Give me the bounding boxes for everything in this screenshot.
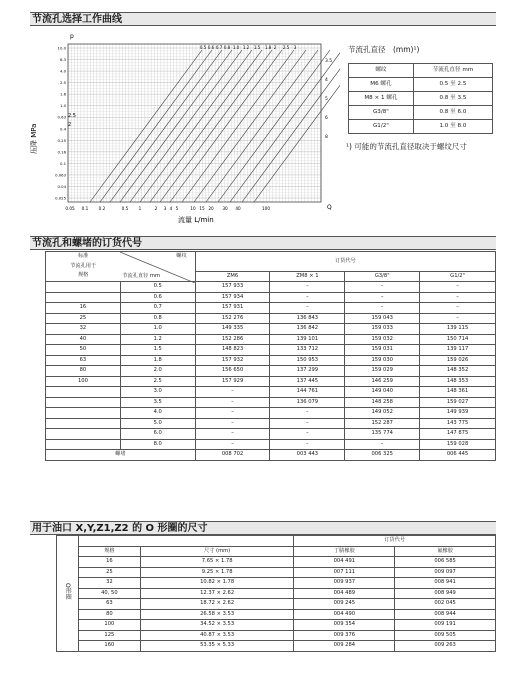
table-row — [46, 313, 496, 324]
corner-for-orifice: 节流孔用于 — [46, 262, 121, 272]
section-title-curves: 节流孔选择工作曲线 — [30, 12, 496, 26]
y-axis-label: 压降 MPa — [30, 123, 38, 154]
header-blank — [78, 536, 294, 547]
top-curve-label: 3 — [293, 45, 297, 50]
fkm-code-cell: 002 045 — [395, 599, 496, 610]
g38-cell: 152 287 — [345, 418, 420, 429]
x-tick-label: 3 — [163, 206, 167, 211]
curve-mark-2: 2 — [68, 122, 72, 128]
top-curve-label: 0.5 — [199, 45, 207, 50]
nbr-code-cell: 004 491 — [294, 557, 395, 568]
orifice-table-heading: 节流孔直径 (mm)¹) — [348, 45, 420, 54]
size-cell: 40.87 × 3.53 — [140, 630, 294, 641]
table-row — [46, 282, 496, 293]
header-orifice-dia: 节流孔直径 mm — [413, 64, 492, 78]
g38-cell: 159 030 — [345, 355, 420, 366]
top-curve-label: 0.7 — [215, 45, 223, 50]
top-curve-label: 2 — [273, 45, 277, 50]
top-curve-labels — [200, 45, 297, 50]
order-code-header: 订货代号 — [294, 536, 496, 547]
plug-zm6: 008 702 — [195, 450, 270, 461]
y-tick-label: 0.025 — [55, 195, 66, 201]
y-tick-label: 0.063 — [55, 172, 66, 178]
y-tick-label: 0.4 — [59, 126, 66, 132]
g12-cell: – — [420, 292, 496, 303]
zm8-cell: 139 101 — [270, 334, 345, 345]
y-tick-label: 2.5 — [59, 80, 66, 86]
table-row — [46, 408, 496, 419]
spec-cell: 25 — [78, 567, 140, 578]
thread-cell: G1/2" — [349, 120, 414, 134]
x-tick-label: 4 — [169, 206, 173, 211]
spec-cell — [46, 282, 121, 293]
right-curve-label: 8 — [325, 135, 328, 140]
spec-cell: 16 — [78, 557, 140, 568]
spec-cell: 40 — [46, 334, 121, 345]
spec-cell: 63 — [78, 599, 140, 610]
zm8-cell: 150 953 — [270, 355, 345, 366]
zm8-cell: 144 761 — [270, 387, 345, 398]
y-tick-label: 0.63 — [57, 114, 66, 120]
orifice-dia-cell: 6.0 — [120, 429, 195, 440]
size-cell: 18.72 × 2.62 — [140, 599, 294, 610]
order-code-header: 订货代号 — [195, 252, 495, 272]
y-tick-label: 6.3 — [59, 57, 66, 63]
y-tick-label: 10.0 — [57, 45, 66, 51]
header-fkm: 氟橡胶 — [395, 546, 496, 557]
orifice-dia-cell: 1.2 — [120, 334, 195, 345]
table-row — [46, 397, 496, 408]
zm6-cell: 157 933 — [195, 282, 270, 293]
table-row — [349, 120, 493, 134]
g38-cell: 159 029 — [345, 366, 420, 377]
orifice-dia-cell: 1.8 — [120, 355, 195, 366]
table-header-row — [349, 64, 493, 78]
nbr-code-cell: 009 284 — [294, 641, 395, 652]
g38-cell: 159 031 — [345, 345, 420, 356]
diameter-range-cell: 0.8 至 3.5 — [413, 92, 492, 106]
chart-grid-horizontal — [68, 48, 321, 198]
g12-cell: 148 361 — [420, 387, 496, 398]
nbr-code-cell: 009 937 — [294, 578, 395, 589]
orifice-diameter-table — [348, 63, 493, 134]
size-cell: 12.37 × 2.62 — [140, 588, 294, 599]
orifice-dia-cell: 2.0 — [120, 366, 195, 377]
g12-cell: 143 775 — [420, 418, 496, 429]
spec-cell: 40, 50 — [78, 588, 140, 599]
x-tick-label: 100 — [262, 206, 270, 211]
fkm-code-cell: 009 191 — [395, 620, 496, 631]
table-row — [57, 588, 496, 599]
zm6-cell: 149 335 — [195, 324, 270, 335]
zm8-cell: 137 299 — [270, 366, 345, 377]
spec-cell: 63 — [46, 355, 121, 366]
table-row — [46, 355, 496, 366]
table-row — [349, 78, 493, 92]
orifice-dia-cell: 0.8 — [120, 313, 195, 324]
header-thread: 螺纹 — [349, 64, 414, 78]
thread-cell: M6 螺孔 — [349, 78, 414, 92]
spec-cell — [46, 292, 121, 303]
top-curve-label: 1.0 — [232, 45, 240, 50]
table-row — [46, 387, 496, 398]
orifice-characteristic-chart — [30, 26, 340, 226]
zm6-cell: 157 931 — [195, 303, 270, 314]
table-row — [46, 334, 496, 345]
orifice-dia-cell: 1.5 — [120, 345, 195, 356]
table-row — [57, 609, 496, 620]
zm6-cell: 156 650 — [195, 366, 270, 377]
nbr-code-cell: 009 354 — [294, 620, 395, 631]
plug-g38: 006 325 — [345, 450, 420, 461]
y-tick-labels — [55, 46, 66, 201]
top-curve-label: 0.6 — [207, 45, 215, 50]
fkm-code-cell: 008 941 — [395, 578, 496, 589]
table-row — [349, 106, 493, 120]
x-tick-label: 15 — [199, 206, 205, 211]
size-cell: 53.35 × 5.33 — [140, 641, 294, 652]
g38-cell: 148 258 — [345, 397, 420, 408]
table-row — [46, 324, 496, 335]
spec-cell: 50 — [46, 345, 121, 356]
x-tick-label: 20 — [208, 206, 214, 211]
nbr-code-cell: 009 376 — [294, 630, 395, 641]
diameter-range-cell: 1.0 至 8.0 — [413, 120, 492, 134]
spec-cell: 100 — [78, 620, 140, 631]
spec-cell: 25 — [46, 313, 121, 324]
header-spec: 规格 — [78, 546, 140, 557]
g12-cell: 159 028 — [420, 439, 496, 450]
table-header-row — [57, 536, 496, 547]
fkm-code-cell: 008 949 — [395, 588, 496, 599]
size-cell: 7.65 × 1.78 — [140, 557, 294, 568]
zm8-cell: – — [270, 439, 345, 450]
thread-cell: M8 × 1 螺孔 — [349, 92, 414, 106]
zm8-cell: – — [270, 418, 345, 429]
orifice-dia-cell: 0.5 — [120, 282, 195, 293]
size-cell: 34.52 × 3.53 — [140, 620, 294, 631]
col-zm8: ZM8 × 1 — [270, 271, 345, 282]
x-tick-label: 2 — [154, 206, 158, 211]
g38-cell: 149 052 — [345, 408, 420, 419]
right-curve-label: 4 — [325, 78, 328, 83]
orifice-dia-cell: 3.0 — [120, 387, 195, 398]
orifice-dia-cell: 3.5 — [120, 397, 195, 408]
table-row — [57, 578, 496, 589]
corner-orifice-dia: 节流孔直径 mm — [122, 273, 161, 279]
g12-cell: 148 353 — [420, 376, 496, 387]
orifice-dia-cell: 8.0 — [120, 439, 195, 450]
top-curve-label: 1.5 — [253, 45, 261, 50]
corner-standard: 标准 — [46, 252, 121, 262]
table-row — [57, 641, 496, 652]
zm6-cell: – — [195, 387, 270, 398]
size-cell: 26.58 × 3.53 — [140, 609, 294, 620]
spec-cell — [46, 408, 121, 419]
y-axis-letter: p — [70, 33, 74, 40]
col-g12: G1/2" — [420, 271, 496, 282]
g38-cell: 149 040 — [345, 387, 420, 398]
top-curve-label: 1.2 — [242, 45, 250, 50]
table-header-row — [46, 252, 496, 262]
table-row — [349, 92, 493, 106]
top-curve-label: 2.5 — [282, 45, 290, 50]
spec-cell: 32 — [78, 578, 140, 589]
corner-thread: 螺纹 — [176, 253, 187, 259]
g38-cell: 159 032 — [345, 334, 420, 345]
zm6-cell: 152 276 — [195, 313, 270, 324]
g12-cell: 150 714 — [420, 334, 496, 345]
diameter-range-cell: 0.5 至 2.5 — [413, 78, 492, 92]
table-row — [57, 599, 496, 610]
nbr-code-cell: 004 489 — [294, 588, 395, 599]
g12-cell: 147 875 — [420, 429, 496, 440]
spec-cell: 80 — [78, 609, 140, 620]
fkm-code-cell: 009 505 — [395, 630, 496, 641]
g38-cell: – — [345, 303, 420, 314]
g38-cell: 135 774 — [345, 429, 420, 440]
spec-cell — [46, 439, 121, 450]
x-tick-label: 0.05 — [65, 206, 75, 211]
order-code-table — [45, 251, 496, 461]
corner-diagonal-cell — [120, 252, 195, 282]
plug-label: 螺堵 — [46, 450, 196, 461]
right-curve-label: 3.5 — [325, 59, 333, 64]
orifice-dia-cell: 2.5 — [120, 376, 195, 387]
zm6-cell: 157 929 — [195, 376, 270, 387]
x-axis-letter: Q — [327, 204, 332, 211]
g38-cell: – — [345, 292, 420, 303]
y-tick-label: 0.16 — [57, 149, 66, 155]
top-curve-label: 0.8 — [223, 45, 231, 50]
table-row — [57, 620, 496, 631]
g12-cell: 149 939 — [420, 408, 496, 419]
zm6-cell: 157 932 — [195, 355, 270, 366]
orifice-dia-cell: 0.6 — [120, 292, 195, 303]
orifice-dia-cell: 0.7 — [120, 303, 195, 314]
header-size: 尺寸 (mm) — [140, 546, 294, 557]
spec-cell — [46, 387, 121, 398]
table-row — [46, 292, 496, 303]
plug-g12: 006 445 — [420, 450, 496, 461]
zm6-cell: – — [195, 418, 270, 429]
table-row — [46, 418, 496, 429]
g38-cell: 159 033 — [345, 324, 420, 335]
zm8-cell: – — [270, 303, 345, 314]
g38-cell: 146 259 — [345, 376, 420, 387]
zm8-cell: – — [270, 408, 345, 419]
x-tick-label: 1 — [138, 206, 142, 211]
spec-cell — [46, 429, 121, 440]
g12-cell: – — [420, 313, 496, 324]
x-tick-label: 10 — [190, 206, 196, 211]
g12-cell: – — [420, 303, 496, 314]
nbr-code-cell: 009 245 — [294, 599, 395, 610]
thread-cell: G3/8" — [349, 106, 414, 120]
zm6-cell: – — [195, 397, 270, 408]
x-tick-label: 5 — [175, 206, 179, 211]
y-tick-label: 4.0 — [59, 68, 66, 74]
col-g38: G3/8" — [345, 271, 420, 282]
g38-cell: – — [345, 282, 420, 293]
zm8-cell: 136 079 — [270, 397, 345, 408]
header-nbr: 丁腈橡胶 — [294, 546, 395, 557]
table-row — [46, 303, 496, 314]
section-title-o-rings: 用于油口 X,Y,Z1,Z2 的 O 形圈的尺寸 — [30, 521, 496, 535]
table-row — [46, 345, 496, 356]
fkm-code-cell: 008 944 — [395, 609, 496, 620]
zm6-cell: 148 823 — [195, 345, 270, 356]
table-row — [46, 366, 496, 377]
size-cell: 9.25 × 1.78 — [140, 567, 294, 578]
orifice-dia-cell: 5.0 — [120, 418, 195, 429]
top-curve-label: 1.8 — [264, 45, 272, 50]
zm6-cell: 157 934 — [195, 292, 270, 303]
x-tick-label: 0.1 — [81, 206, 89, 211]
nbr-code-cell: 004 490 — [294, 609, 395, 620]
y-tick-label: 1.6 — [59, 91, 66, 97]
spec-cell — [46, 397, 121, 408]
spec-cell: 100 — [46, 376, 121, 387]
y-tick-label: 0.1 — [59, 160, 66, 166]
section-title-order-codes: 节流孔和螺堵的订货代号 — [30, 236, 496, 250]
x-tick-label: 0.5 — [121, 206, 129, 211]
orifice-dia-cell: 4.0 — [120, 408, 195, 419]
table-row — [57, 557, 496, 568]
table-row — [46, 429, 496, 440]
diameter-range-cell: 0.8 至 6.0 — [413, 106, 492, 120]
corner-spec: 规格 — [46, 271, 121, 282]
g12-cell: 139 117 — [420, 345, 496, 356]
fkm-code-cell: 006 585 — [395, 557, 496, 568]
g38-cell: – — [345, 439, 420, 450]
spec-cell — [46, 418, 121, 429]
zm8-cell: 136 843 — [270, 313, 345, 324]
fkm-code-cell: 009 097 — [395, 567, 496, 578]
y-tick-label: 0.25 — [57, 137, 66, 143]
g12-cell: 159 026 — [420, 355, 496, 366]
orifice-footnote: ¹) 可能的节流孔直径取决于螺纹尺寸 — [346, 142, 467, 151]
zm8-cell: – — [270, 282, 345, 293]
zm6-cell: – — [195, 439, 270, 450]
right-curve-labels — [325, 58, 332, 140]
table-row — [57, 630, 496, 641]
zm8-cell: 137 445 — [270, 376, 345, 387]
table-row — [46, 439, 496, 450]
y-tick-label: 1.0 — [59, 103, 66, 109]
x-tick-label: 30 — [222, 206, 228, 211]
zm8-cell: – — [270, 429, 345, 440]
col-zm6: ZM6 — [195, 271, 270, 282]
g12-cell: 159 027 — [420, 397, 496, 408]
plug-row — [46, 450, 496, 461]
zm6-cell: 152 286 — [195, 334, 270, 345]
zm8-cell: 136 842 — [270, 324, 345, 335]
x-tick-labels — [65, 206, 270, 211]
g12-cell: 148 352 — [420, 366, 496, 377]
x-axis-label: 流量 L/min — [178, 216, 214, 224]
size-cell: 10.82 × 1.78 — [140, 578, 294, 589]
spec-cell: 80 — [46, 366, 121, 377]
right-curve-label: 5 — [325, 97, 328, 102]
spec-cell: 32 — [46, 324, 121, 335]
orifice-dia-cell: 1.0 — [120, 324, 195, 335]
g12-cell: 139 115 — [420, 324, 496, 335]
zm8-cell: – — [270, 292, 345, 303]
o-ring-table — [56, 535, 496, 652]
table-header-row — [57, 546, 496, 557]
zm6-cell: – — [195, 408, 270, 419]
y-tick-label: 0.04 — [57, 183, 66, 189]
curve-mark-2-5: 2.5 — [68, 113, 76, 119]
table-row — [57, 567, 496, 578]
zm8-cell: 133 712 — [270, 345, 345, 356]
g12-cell: – — [420, 282, 496, 293]
zm6-cell: – — [195, 429, 270, 440]
spec-cell: 160 — [78, 641, 140, 652]
x-tick-label: 40 — [235, 206, 241, 211]
fkm-code-cell: 009 263 — [395, 641, 496, 652]
g38-cell: 159 043 — [345, 313, 420, 324]
spec-cell: 16 — [46, 303, 121, 314]
plug-zm8: 003 443 — [270, 450, 345, 461]
o-ring-side-label: O形圈 — [57, 536, 79, 652]
table-row — [46, 376, 496, 387]
nbr-code-cell: 007 111 — [294, 567, 395, 578]
right-curve-label: 6 — [325, 116, 328, 121]
x-tick-label: 0.2 — [98, 206, 106, 211]
spec-cell: 125 — [78, 630, 140, 641]
